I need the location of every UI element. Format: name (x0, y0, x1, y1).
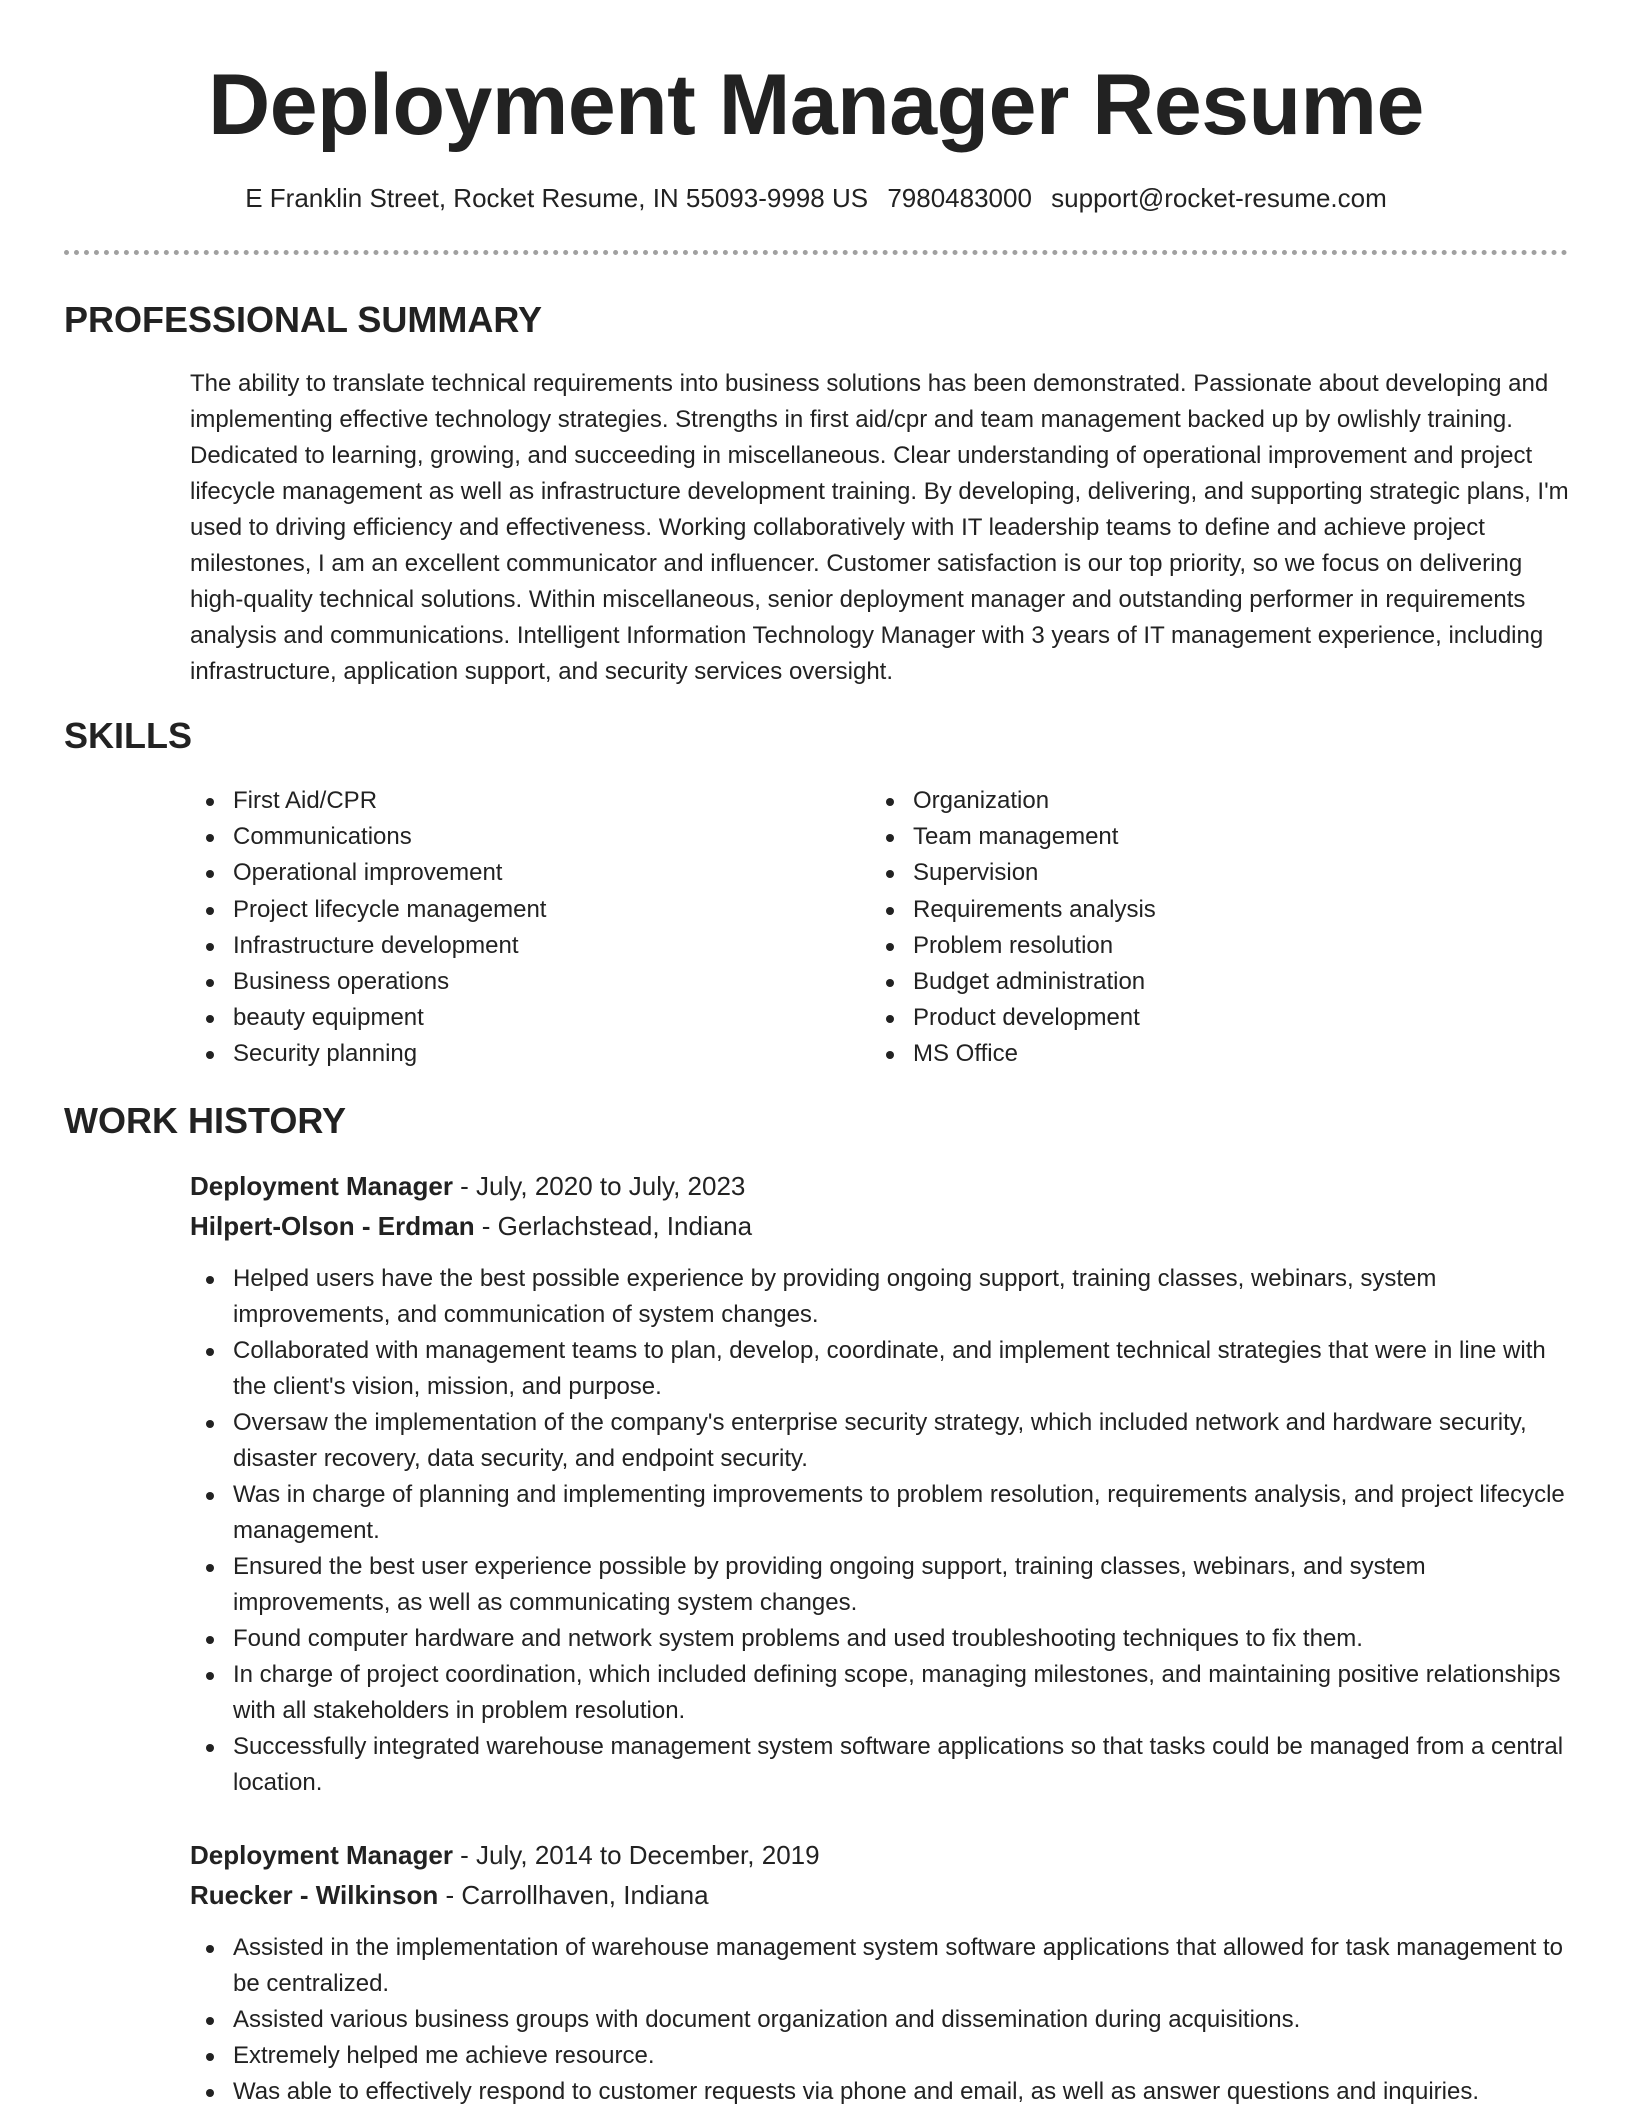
job-bullet: Found computer hardware and network system problems and used troubleshooting techniques to fix them. (190, 1621, 1570, 1657)
skills-heading: SKILLS (64, 715, 193, 756)
contact-info (0, 180, 1632, 216)
job-title: Deployment Manager (190, 1840, 453, 1870)
job-company-line (190, 1876, 709, 1914)
skill-item: MS Office (870, 1036, 1570, 1072)
job-bullet: Helped users have the best possible experience by providing ongoing support, training classes, webinars, system improvements, and communication of system changes. (190, 1261, 1570, 1333)
skill-item: Requirements analysis (870, 892, 1570, 928)
skill-item: First Aid/CPR (190, 783, 840, 819)
skill-item: Problem resolution (870, 928, 1570, 964)
job-bullet: In charge of project coordination, which included defining scope, managing milestones, and maintaining positive relationships with all stakeholders in problem resolution. (190, 1657, 1570, 1729)
job-bullet: Was able to effectively respond to customer requests via phone and email, as well as answer questions and inquiries. (190, 2074, 1570, 2110)
job-location: - Carrollhaven, Indiana (438, 1880, 709, 1910)
work-history-heading: WORK HISTORY (64, 1100, 347, 1141)
job-dates: - July, 2020 to July, 2023 (452, 1171, 746, 1201)
skill-item: beauty equipment (190, 1000, 840, 1036)
job-company: Hilpert-Olson - Erdman (190, 1211, 475, 1241)
skill-item: Communications (190, 819, 840, 855)
skill-item: Supervision (870, 855, 1570, 891)
job-company: Ruecker - Wilkinson (190, 1880, 439, 1910)
contact-phone: 7980483000 (887, 183, 1032, 213)
job-dates: - July, 2014 to December, 2019 (452, 1840, 820, 1870)
skill-item: Infrastructure development (190, 928, 840, 964)
skill-item: Team management (870, 819, 1570, 855)
job-title-line (190, 1167, 745, 1205)
summary-heading: PROFESSIONAL SUMMARY (64, 299, 543, 340)
skill-item: Operational improvement (190, 855, 840, 891)
skill-item: Security planning (190, 1036, 840, 1072)
job-title-line (190, 1836, 820, 1874)
job-bullet: Assisted various business groups with document organization and dissemination during acquisitions. (190, 2002, 1570, 2038)
job-bullet: Assisted in the implementation of warehouse management system software applications that allowed for task management to be centralized. (190, 1930, 1570, 2002)
summary-text: The ability to translate technical requirements into business solutions has been demonstrated. Passionate about developing and implementing effective technology strategies. Strengths in first aid/cpr and team management backed up by owlishly training. Dedicated to learning, growing, and succeeding in miscellaneous. Clear understanding of operational improvement and project lifecycle management as well as infrastructure development training. By developing, delivering, and supporting strategic plans, I'm used to driving efficiency and effectiveness. Working collaboratively with IT leadership teams to define and achieve project milestones, I am an excellent communicator and influencer. Customer satisfaction is our top priority, so we focus on delivering high-quality technical solutions. Within miscellaneous, senior deployment manager and outstanding performer in requirements analysis and communications. Intelligent Information Technology Manager with 3 years of IT management experience, including infrastructure, application support, and security services oversight. (190, 370, 1569, 685)
job-bullet: Extremely helped me achieve resource. (190, 2038, 1570, 2074)
job-location: - Gerlachstead, Indiana (474, 1211, 753, 1241)
skill-item: Project lifecycle management (190, 892, 840, 928)
job-bullet: Oversaw the implementation of the company's enterprise security strategy, which included network and hardware security, disaster recovery, data security, and endpoint security. (190, 1405, 1570, 1477)
job-bullets (190, 1261, 1570, 1801)
job-bullets (190, 1930, 1570, 2110)
skill-item: Business operations (190, 964, 840, 1000)
skills-list-right (870, 783, 1570, 1073)
contact-address: E Franklin Street, Rocket Resume, IN 55093-9998 US (245, 183, 869, 213)
skill-item: Organization (870, 783, 1570, 819)
job-title: Deployment Manager (190, 1171, 453, 1201)
skills-list-left (190, 783, 840, 1073)
job-bullet: Successfully integrated warehouse management system software applications so that tasks could be managed from a central location. (190, 1729, 1570, 1801)
skill-item: Product development (870, 1000, 1570, 1036)
job-company-line (190, 1207, 752, 1245)
contact-email: support@rocket-resume.com (1051, 183, 1387, 213)
page-title: Deployment Manager Resume (208, 57, 1424, 153)
header-divider (64, 250, 1568, 255)
job-bullet: Was in charge of planning and implementing improvements to problem resolution, requirements analysis, and project lifecycle management. (190, 1477, 1570, 1549)
job-bullet: Collaborated with management teams to plan, develop, coordinate, and implement technical strategies that were in line with the client's vision, mission, and purpose. (190, 1333, 1570, 1405)
skill-item: Budget administration (870, 964, 1570, 1000)
job-bullet: Ensured the best user experience possible by providing ongoing support, training classes, webinars, and system improvements, as well as communicating system changes. (190, 1549, 1570, 1621)
